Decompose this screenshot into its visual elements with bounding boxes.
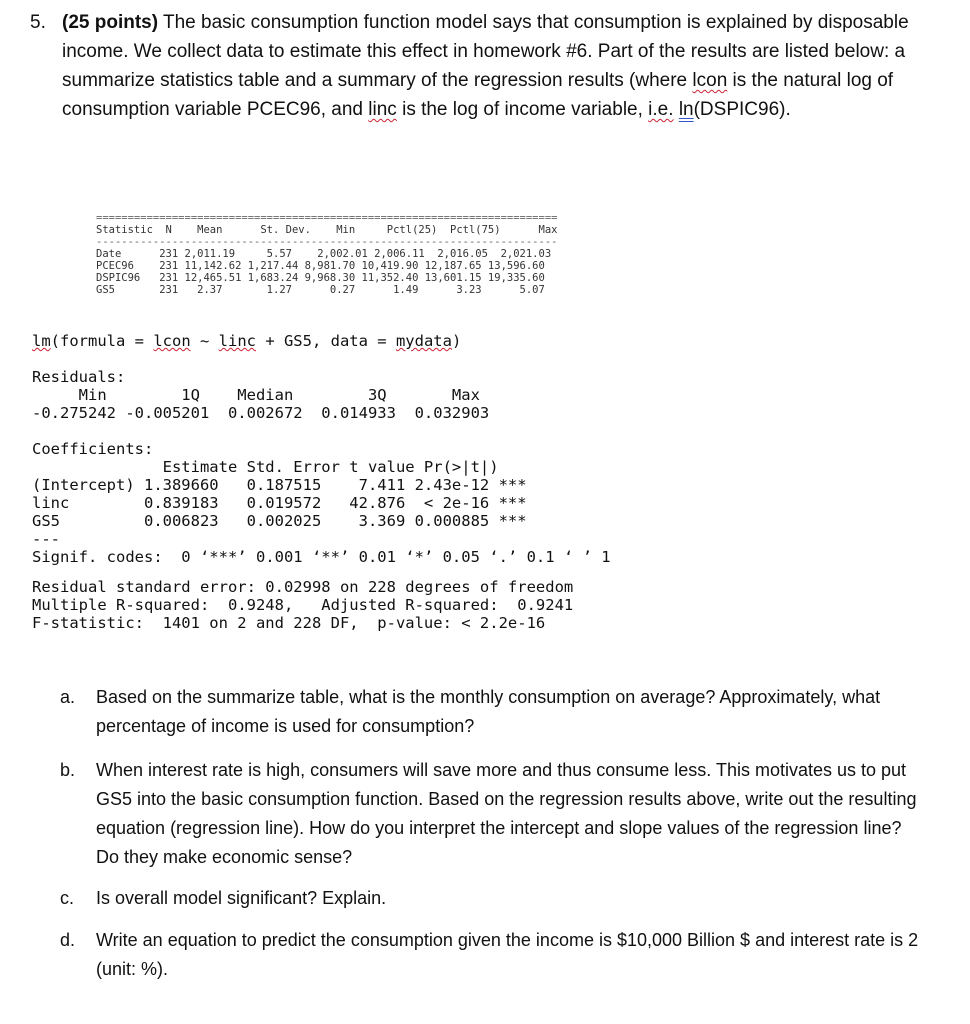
regression-call — [32, 332, 611, 350]
summary-statistics-table — [96, 212, 557, 296]
call-tilde: ~ — [190, 332, 219, 350]
question-5 — [30, 8, 930, 124]
intro-text-3: is the log of income variable, — [396, 99, 649, 120]
subquestion-label: a. — [60, 687, 76, 707]
linc-term: linc — [368, 99, 397, 120]
intro-text-2: is the natural log of consumption variable PCEC96, and — [62, 70, 894, 120]
f-statistic: F-statistic: 1401 on 2 and 228 DF, p-value: < 2.2e-16 — [32, 614, 546, 632]
subquestion-text: Based on the summarize table, what is the monthly consumption on average? Approximately, what percentage of income is used for consumption? — [96, 687, 881, 736]
question-points: (25 points) — [62, 12, 159, 33]
subquestion-c — [60, 884, 920, 913]
subquestion-d — [60, 926, 920, 984]
separator: --- — [32, 530, 60, 548]
regression-output — [32, 332, 611, 632]
table-header: Statistic N Mean St. Dev. Min Pctl(25) Pctl(75) Max — [96, 224, 558, 236]
table-rule-mid: ------------------------------------------------------------------------- — [96, 236, 558, 248]
residuals-header: Min 1Q Median 3Q Max — [32, 386, 480, 404]
ln-term: ln — [678, 99, 694, 120]
call-plus: + GS5, data = — [255, 332, 396, 350]
call-linc: linc — [218, 332, 256, 350]
call-end: ) — [451, 332, 462, 350]
coefficient-row: (Intercept) 1.389660 0.187515 7.411 2.43e-12 *** — [32, 476, 527, 494]
table-row: Date 231 2,011.19 5.57 2,002.01 2,006.11 2,016.05 2,021.03 — [96, 248, 552, 260]
subquestion-b — [60, 756, 920, 872]
table-row: GS5 231 2.37 1.27 0.27 1.49 3.23 5.07 — [96, 284, 545, 296]
signif-codes: Signif. codes: 0 ‘***’ 0.001 ‘**’ 0.01 ‘*’ 0.05 ‘.’ 0.1 ‘ ’ 1 — [32, 548, 611, 566]
subquestion-text: When interest rate is high, consumers will save more and thus consume less. This motivates us to put GS5 into the basic consumption function. Based on the regression results above, write out the resulting equation (regression line). How do you interpret the intercept and slope values of the regression line? Do they make economic sense? — [96, 760, 917, 867]
subquestion-label: b. — [60, 760, 76, 780]
intro-text-1: The basic consumption function model says that consumption is explained by disposable income. We collect data to estimate this effect in homework #6. Part of the results are listed below: a summarize statistics table and a summary of the regression results (where — [62, 12, 909, 91]
coefficients-header: Estimate Std. Error t value Pr(>|t|) — [32, 458, 499, 476]
call-lcon: lcon — [153, 332, 191, 350]
subquestion-label: c. — [60, 888, 75, 908]
r-squared: Multiple R-squared: 0.9248, Adjusted R-squared: 0.9241 — [32, 596, 574, 614]
call-lm: lm — [32, 332, 51, 350]
coefficients-title: Coefficients: — [32, 440, 154, 458]
call-data: mydata — [395, 332, 452, 350]
subquestion-a — [60, 683, 920, 741]
question-number: 5. — [30, 12, 46, 33]
call-formula: (formula = — [50, 332, 154, 350]
lcon-term: lcon — [692, 70, 728, 91]
coefficient-row: linc 0.839183 0.019572 42.876 < 2e-16 *** — [32, 494, 527, 512]
residuals-title: Residuals: — [32, 368, 126, 386]
table-row: PCEC96 231 11,142.62 1,217.44 8,981.70 10,419.90 12,187.65 13,596.60 — [96, 260, 545, 272]
residuals-values: -0.275242 -0.005201 0.002672 0.014933 0.032903 — [32, 404, 490, 422]
coefficient-row: GS5 0.006823 0.002025 3.369 0.000885 *** — [32, 512, 527, 530]
residual-standard-error: Residual standard error: 0.02998 on 228 degrees of freedom — [32, 578, 574, 596]
table-row: DSPIC96 231 12,465.51 1,683.24 9,968.30 11,352.40 13,601.15 19,335.60 — [96, 272, 545, 284]
subquestion-label: d. — [60, 930, 76, 950]
table-rule-top: ========================================================================= — [96, 212, 558, 224]
ie-term: i.e. — [648, 99, 674, 120]
question-text — [62, 8, 930, 124]
intro-text-4: (DSPIC96). — [693, 99, 791, 120]
subquestion-text: Is overall model significant? Explain. — [96, 888, 387, 908]
subquestion-text: Write an equation to predict the consumption given the income is $10,000 Billion $ and interest rate is 2 (unit: %). — [96, 930, 919, 979]
